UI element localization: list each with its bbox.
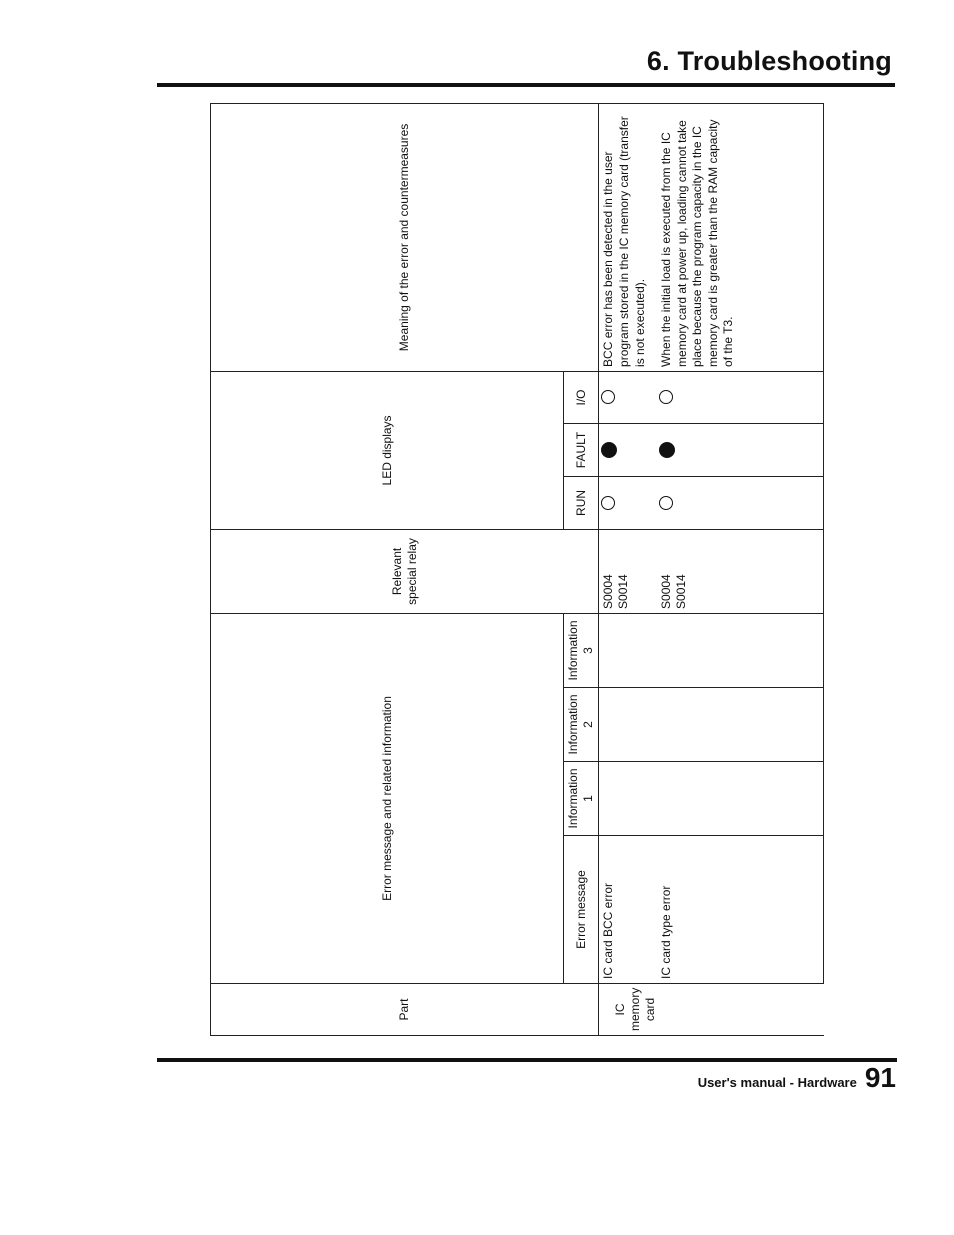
col-header-led-group: LED displays bbox=[211, 371, 564, 529]
run-led-cell bbox=[599, 476, 656, 529]
page-footer bbox=[698, 1062, 896, 1094]
manual-title: User's manual - Hardware bbox=[697, 1075, 857, 1090]
col-header-meaning: Meaning of the error and countermeasures bbox=[211, 103, 599, 371]
info1-cell bbox=[656, 762, 744, 836]
run-led-cell bbox=[656, 476, 744, 529]
info3-cell bbox=[656, 613, 744, 687]
run-led-indicator bbox=[659, 496, 673, 510]
error-message-cell: IC card type error bbox=[656, 836, 744, 984]
info3-cell bbox=[599, 613, 656, 687]
col-header-info2: Information 2 bbox=[564, 688, 599, 762]
header-rule bbox=[157, 83, 895, 87]
fault-led-indicator bbox=[659, 442, 675, 458]
empty-cell bbox=[744, 529, 824, 613]
col-header-part: Part bbox=[211, 984, 599, 1036]
col-header-relay: Relevant special relay bbox=[211, 529, 599, 613]
empty-cell bbox=[744, 103, 824, 371]
empty-cell bbox=[744, 423, 824, 476]
meaning-cell: BCC error has been detected in the user program stored in the IC memory card (transfer is not executed). bbox=[599, 103, 656, 371]
col-header-error-group: Error message and related information bbox=[211, 613, 564, 983]
rotated-table-container bbox=[210, 104, 824, 1036]
io-led-cell bbox=[656, 371, 744, 423]
page-title: 6. Troubleshooting bbox=[646, 46, 892, 76]
info1-cell bbox=[599, 762, 656, 836]
error-message-cell: IC card BCC error bbox=[599, 836, 656, 984]
info2-cell bbox=[599, 688, 656, 762]
col-header-info3: Information 3 bbox=[564, 613, 599, 687]
table-row-empty bbox=[744, 103, 824, 1035]
io-led-indicator bbox=[659, 390, 673, 404]
empty-cell bbox=[744, 762, 824, 836]
empty-cell bbox=[744, 613, 824, 687]
empty-cell bbox=[744, 476, 824, 529]
part-cell: IC memory card bbox=[599, 984, 824, 1036]
relay-cell: S0004 S0014 bbox=[599, 529, 656, 613]
col-header-run: RUN bbox=[564, 476, 599, 529]
relay-cell: S0004 S0014 bbox=[656, 529, 744, 613]
troubleshooting-table bbox=[210, 103, 824, 1036]
meaning-cell: When the initial load is executed from the IC memory card at power up, loading cannot take place because the program capacity in the IC memory card is greater than the RAM capacity of the T3. bbox=[656, 103, 744, 371]
col-header-fault: FAULT bbox=[564, 423, 599, 476]
table-row bbox=[599, 103, 656, 1035]
io-led-indicator bbox=[601, 390, 615, 404]
col-header-io: I/O bbox=[564, 371, 599, 423]
info2-cell bbox=[656, 688, 744, 762]
table-row bbox=[656, 103, 744, 1035]
io-led-cell bbox=[599, 371, 656, 423]
col-header-error-message: Error message bbox=[564, 836, 599, 984]
empty-cell bbox=[744, 688, 824, 762]
fault-led-cell bbox=[599, 423, 656, 476]
fault-led-indicator bbox=[601, 442, 617, 458]
header-row-primary bbox=[211, 103, 564, 1035]
fault-led-cell bbox=[656, 423, 744, 476]
empty-cell bbox=[744, 836, 824, 984]
col-header-info1: Information 1 bbox=[564, 762, 599, 836]
troubleshooting-table-region bbox=[210, 104, 824, 1036]
page-number: 91 bbox=[864, 1062, 896, 1093]
empty-cell bbox=[744, 371, 824, 423]
run-led-indicator bbox=[601, 496, 615, 510]
